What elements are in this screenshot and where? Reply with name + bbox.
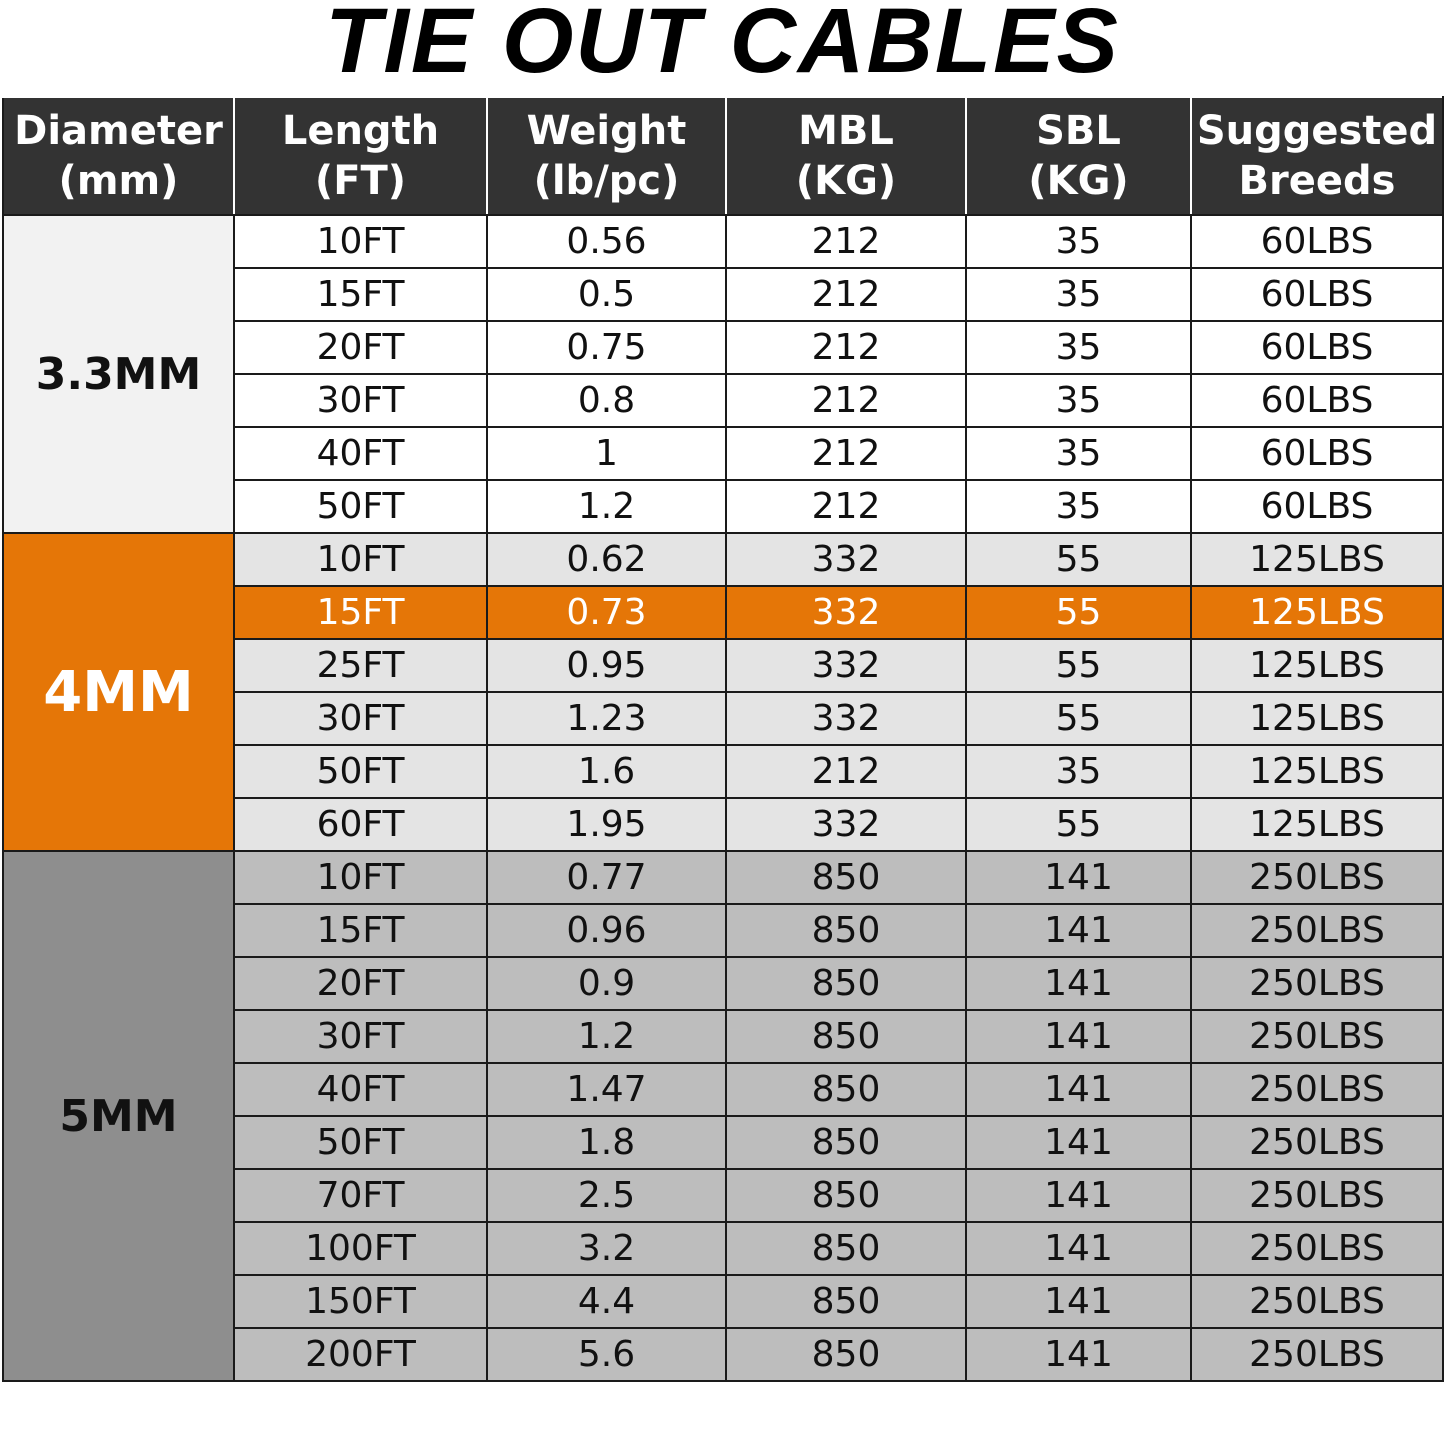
header-breeds [1191,97,1443,215]
sbl-cell: 35 [966,480,1191,533]
breeds-cell: 250LBS [1191,851,1443,904]
sbl-cell: 35 [966,215,1191,268]
sbl-cell: 141 [966,1222,1191,1275]
sbl-cell: 35 [966,374,1191,427]
breeds-cell: 125LBS [1191,639,1443,692]
weight-cell: 5.6 [487,1328,726,1381]
sbl-cell: 141 [966,1275,1191,1328]
weight-cell: 1.2 [487,1010,726,1063]
table-header [3,97,1443,215]
header-line: (lb/pc) [533,158,680,204]
breeds-cell: 125LBS [1191,533,1443,586]
mbl-cell: 850 [726,1275,966,1328]
weight-cell: 1 [487,427,726,480]
weight-cell: 1.95 [487,798,726,851]
breeds-cell: 250LBS [1191,1222,1443,1275]
length-cell: 10FT [234,533,487,586]
breeds-cell: 60LBS [1191,321,1443,374]
breeds-cell: 125LBS [1191,586,1443,639]
diameter-cell: 3.3MM [3,215,234,533]
sbl-cell: 55 [966,586,1191,639]
weight-cell: 1.6 [487,745,726,798]
breeds-cell: 250LBS [1191,1010,1443,1063]
mbl-cell: 212 [726,268,966,321]
weight-cell: 1.2 [487,480,726,533]
spec-table [2,96,1444,1382]
length-cell: 30FT [234,374,487,427]
breeds-cell: 250LBS [1191,957,1443,1010]
header-line: Length [281,108,440,154]
breeds-cell: 250LBS [1191,1275,1443,1328]
table-row [3,533,1443,586]
breeds-cell: 250LBS [1191,1063,1443,1116]
mbl-cell: 332 [726,798,966,851]
mbl-cell: 850 [726,1116,966,1169]
mbl-cell: 850 [726,1169,966,1222]
sbl-cell: 55 [966,533,1191,586]
table-row [3,215,1443,268]
weight-cell: 1.23 [487,692,726,745]
page-title: TIE OUT CABLES [325,0,1120,92]
diameter-cell: 4MM [3,533,234,851]
mbl-cell: 332 [726,586,966,639]
mbl-cell: 212 [726,745,966,798]
weight-cell: 0.73 [487,586,726,639]
breeds-cell: 125LBS [1191,692,1443,745]
mbl-cell: 850 [726,851,966,904]
mbl-cell: 850 [726,1063,966,1116]
diameter-cell: 5MM [3,851,234,1381]
header-length [234,97,487,215]
sbl-cell: 35 [966,427,1191,480]
weight-cell: 3.2 [487,1222,726,1275]
breeds-cell: 250LBS [1191,1328,1443,1381]
length-cell: 25FT [234,639,487,692]
breeds-cell: 250LBS [1191,1169,1443,1222]
length-cell: 60FT [234,798,487,851]
length-cell: 30FT [234,1010,487,1063]
mbl-cell: 850 [726,904,966,957]
length-cell: 200FT [234,1328,487,1381]
length-cell: 70FT [234,1169,487,1222]
weight-cell: 0.9 [487,957,726,1010]
weight-cell: 2.5 [487,1169,726,1222]
header-line: MBL [798,108,894,154]
sbl-cell: 35 [966,745,1191,798]
length-cell: 15FT [234,268,487,321]
length-cell: 20FT [234,957,487,1010]
length-cell: 50FT [234,480,487,533]
breeds-cell: 250LBS [1191,1116,1443,1169]
header-line: (mm) [58,158,179,204]
sbl-cell: 141 [966,1116,1191,1169]
breeds-cell: 60LBS [1191,215,1443,268]
length-cell: 40FT [234,1063,487,1116]
weight-cell: 1.47 [487,1063,726,1116]
weight-cell: 0.95 [487,639,726,692]
mbl-cell: 850 [726,1010,966,1063]
header-sbl [966,97,1191,215]
table-row [3,851,1443,904]
length-cell: 10FT [234,215,487,268]
mbl-cell: 212 [726,321,966,374]
weight-cell: 0.77 [487,851,726,904]
length-cell: 15FT [234,904,487,957]
length-cell: 150FT [234,1275,487,1328]
length-cell: 20FT [234,321,487,374]
mbl-cell: 850 [726,1222,966,1275]
header-line: Diameter [14,108,223,154]
sbl-cell: 141 [966,957,1191,1010]
header-line: SBL [1036,108,1121,154]
sbl-cell: 141 [966,1063,1191,1116]
breeds-cell: 125LBS [1191,745,1443,798]
breeds-cell: 60LBS [1191,480,1443,533]
header-line: Weight [526,108,687,154]
weight-cell: 0.5 [487,268,726,321]
breeds-cell: 125LBS [1191,798,1443,851]
breeds-cell: 250LBS [1191,904,1443,957]
sbl-cell: 141 [966,1010,1191,1063]
length-cell: 15FT [234,586,487,639]
weight-cell: 1.8 [487,1116,726,1169]
weight-cell: 0.75 [487,321,726,374]
sbl-cell: 141 [966,1169,1191,1222]
diameter-group [3,215,1443,533]
length-cell: 30FT [234,692,487,745]
mbl-cell: 212 [726,480,966,533]
length-cell: 100FT [234,1222,487,1275]
breeds-cell: 60LBS [1191,427,1443,480]
mbl-cell: 850 [726,957,966,1010]
breeds-cell: 60LBS [1191,268,1443,321]
diameter-group [3,533,1443,851]
diameter-group [3,851,1443,1381]
weight-cell: 4.4 [487,1275,726,1328]
mbl-cell: 332 [726,639,966,692]
header-diameter [3,97,234,215]
mbl-cell: 212 [726,374,966,427]
mbl-cell: 212 [726,427,966,480]
length-cell: 40FT [234,427,487,480]
sbl-cell: 35 [966,321,1191,374]
length-cell: 10FT [234,851,487,904]
weight-cell: 0.96 [487,904,726,957]
length-cell: 50FT [234,745,487,798]
breeds-cell: 60LBS [1191,374,1443,427]
mbl-cell: 332 [726,692,966,745]
length-cell: 50FT [234,1116,487,1169]
header-line: (FT) [314,158,407,204]
header-line: Suggested [1196,108,1438,154]
sbl-cell: 55 [966,692,1191,745]
mbl-cell: 850 [726,1328,966,1381]
sbl-cell: 141 [966,851,1191,904]
header-line: (KG) [1028,158,1129,204]
sbl-cell: 55 [966,798,1191,851]
header-line: Breeds [1238,158,1396,204]
weight-cell: 0.62 [487,533,726,586]
header-weight [487,97,726,215]
sbl-cell: 35 [966,268,1191,321]
weight-cell: 0.56 [487,215,726,268]
weight-cell: 0.8 [487,374,726,427]
header-line: (KG) [795,158,897,204]
mbl-cell: 332 [726,533,966,586]
sbl-cell: 55 [966,639,1191,692]
sbl-cell: 141 [966,1328,1191,1381]
mbl-cell: 212 [726,215,966,268]
sbl-cell: 141 [966,904,1191,957]
header-mbl [726,97,966,215]
